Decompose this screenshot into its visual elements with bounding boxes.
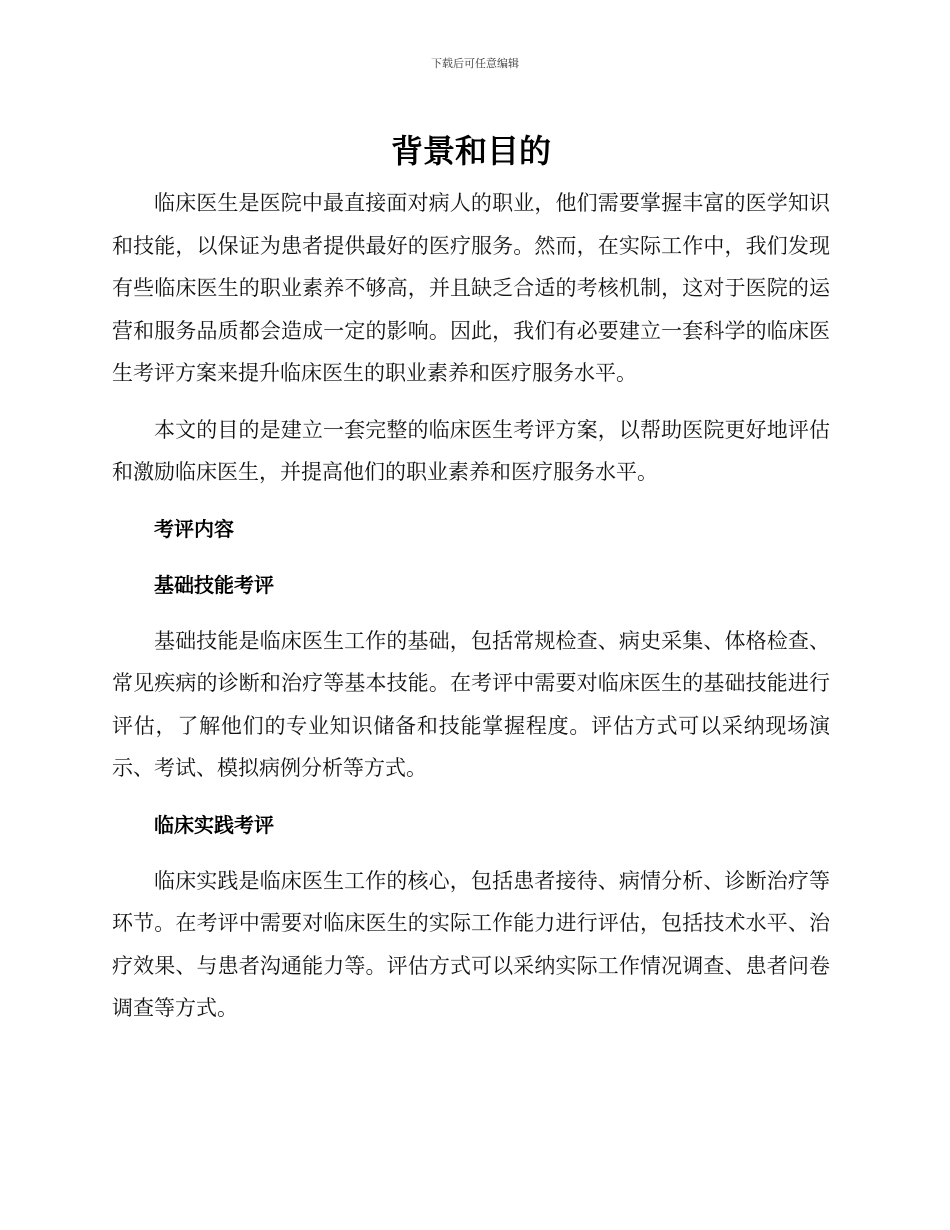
subsection-heading-basic-skills: 基础技能考评 xyxy=(154,572,274,597)
paragraph-purpose: 本文的目的是建立一套完整的临床医生考评方案，以帮助医院更好地评估和激励临床医生，并提高他们的职业素养和医疗服务水平。 xyxy=(112,417,830,484)
paragraph-clinical-practice: 临床实践是临床医生工作的核心，包括患者接待、病情分析、诊断治疗等环节。在考评中需要对临床医生的实际工作能力进行评估，包括技术水平、治疗效果、与患者沟通能力等。评估方式可以采纳实际工作情况调查、患者问卷调查等方式。 xyxy=(112,868,830,1020)
paragraph-background: 临床医生是医院中最直接面对病人的职业，他们需要掌握丰富的医学知识和技能，以保证为患者提供最好的医疗服务。然而，在实际工作中，我们发现有些临床医生的职业素养不够高，并且缺乏合适的考核机制，这对于医院的运营和服务品质都会造成一定的影响。因此，我们有必要建立一套科学的临床医生考评方案来提升临床医生的职业素养和医疗服务水平。 xyxy=(112,191,830,385)
document-body xyxy=(112,128,830,1044)
document-title: 背景和目的 xyxy=(390,132,551,170)
paragraph-basic-skills: 基础技能是临床医生工作的基础，包括常规检查、病史采集、体格检查、常见疾病的诊断和治疗等基本技能。在考评中需要对临床医生的基础技能进行评估，了解他们的专业知识储备和技能掌握程度。评估方式可以采纳现场演示、考试、模拟病例分析等方式。 xyxy=(112,628,830,780)
header-note: 下载后可任意编辑 xyxy=(431,57,519,70)
section-heading-evaluation-content: 考评内容 xyxy=(154,516,234,541)
subsection-heading-clinical-practice: 临床实践考评 xyxy=(154,812,274,837)
